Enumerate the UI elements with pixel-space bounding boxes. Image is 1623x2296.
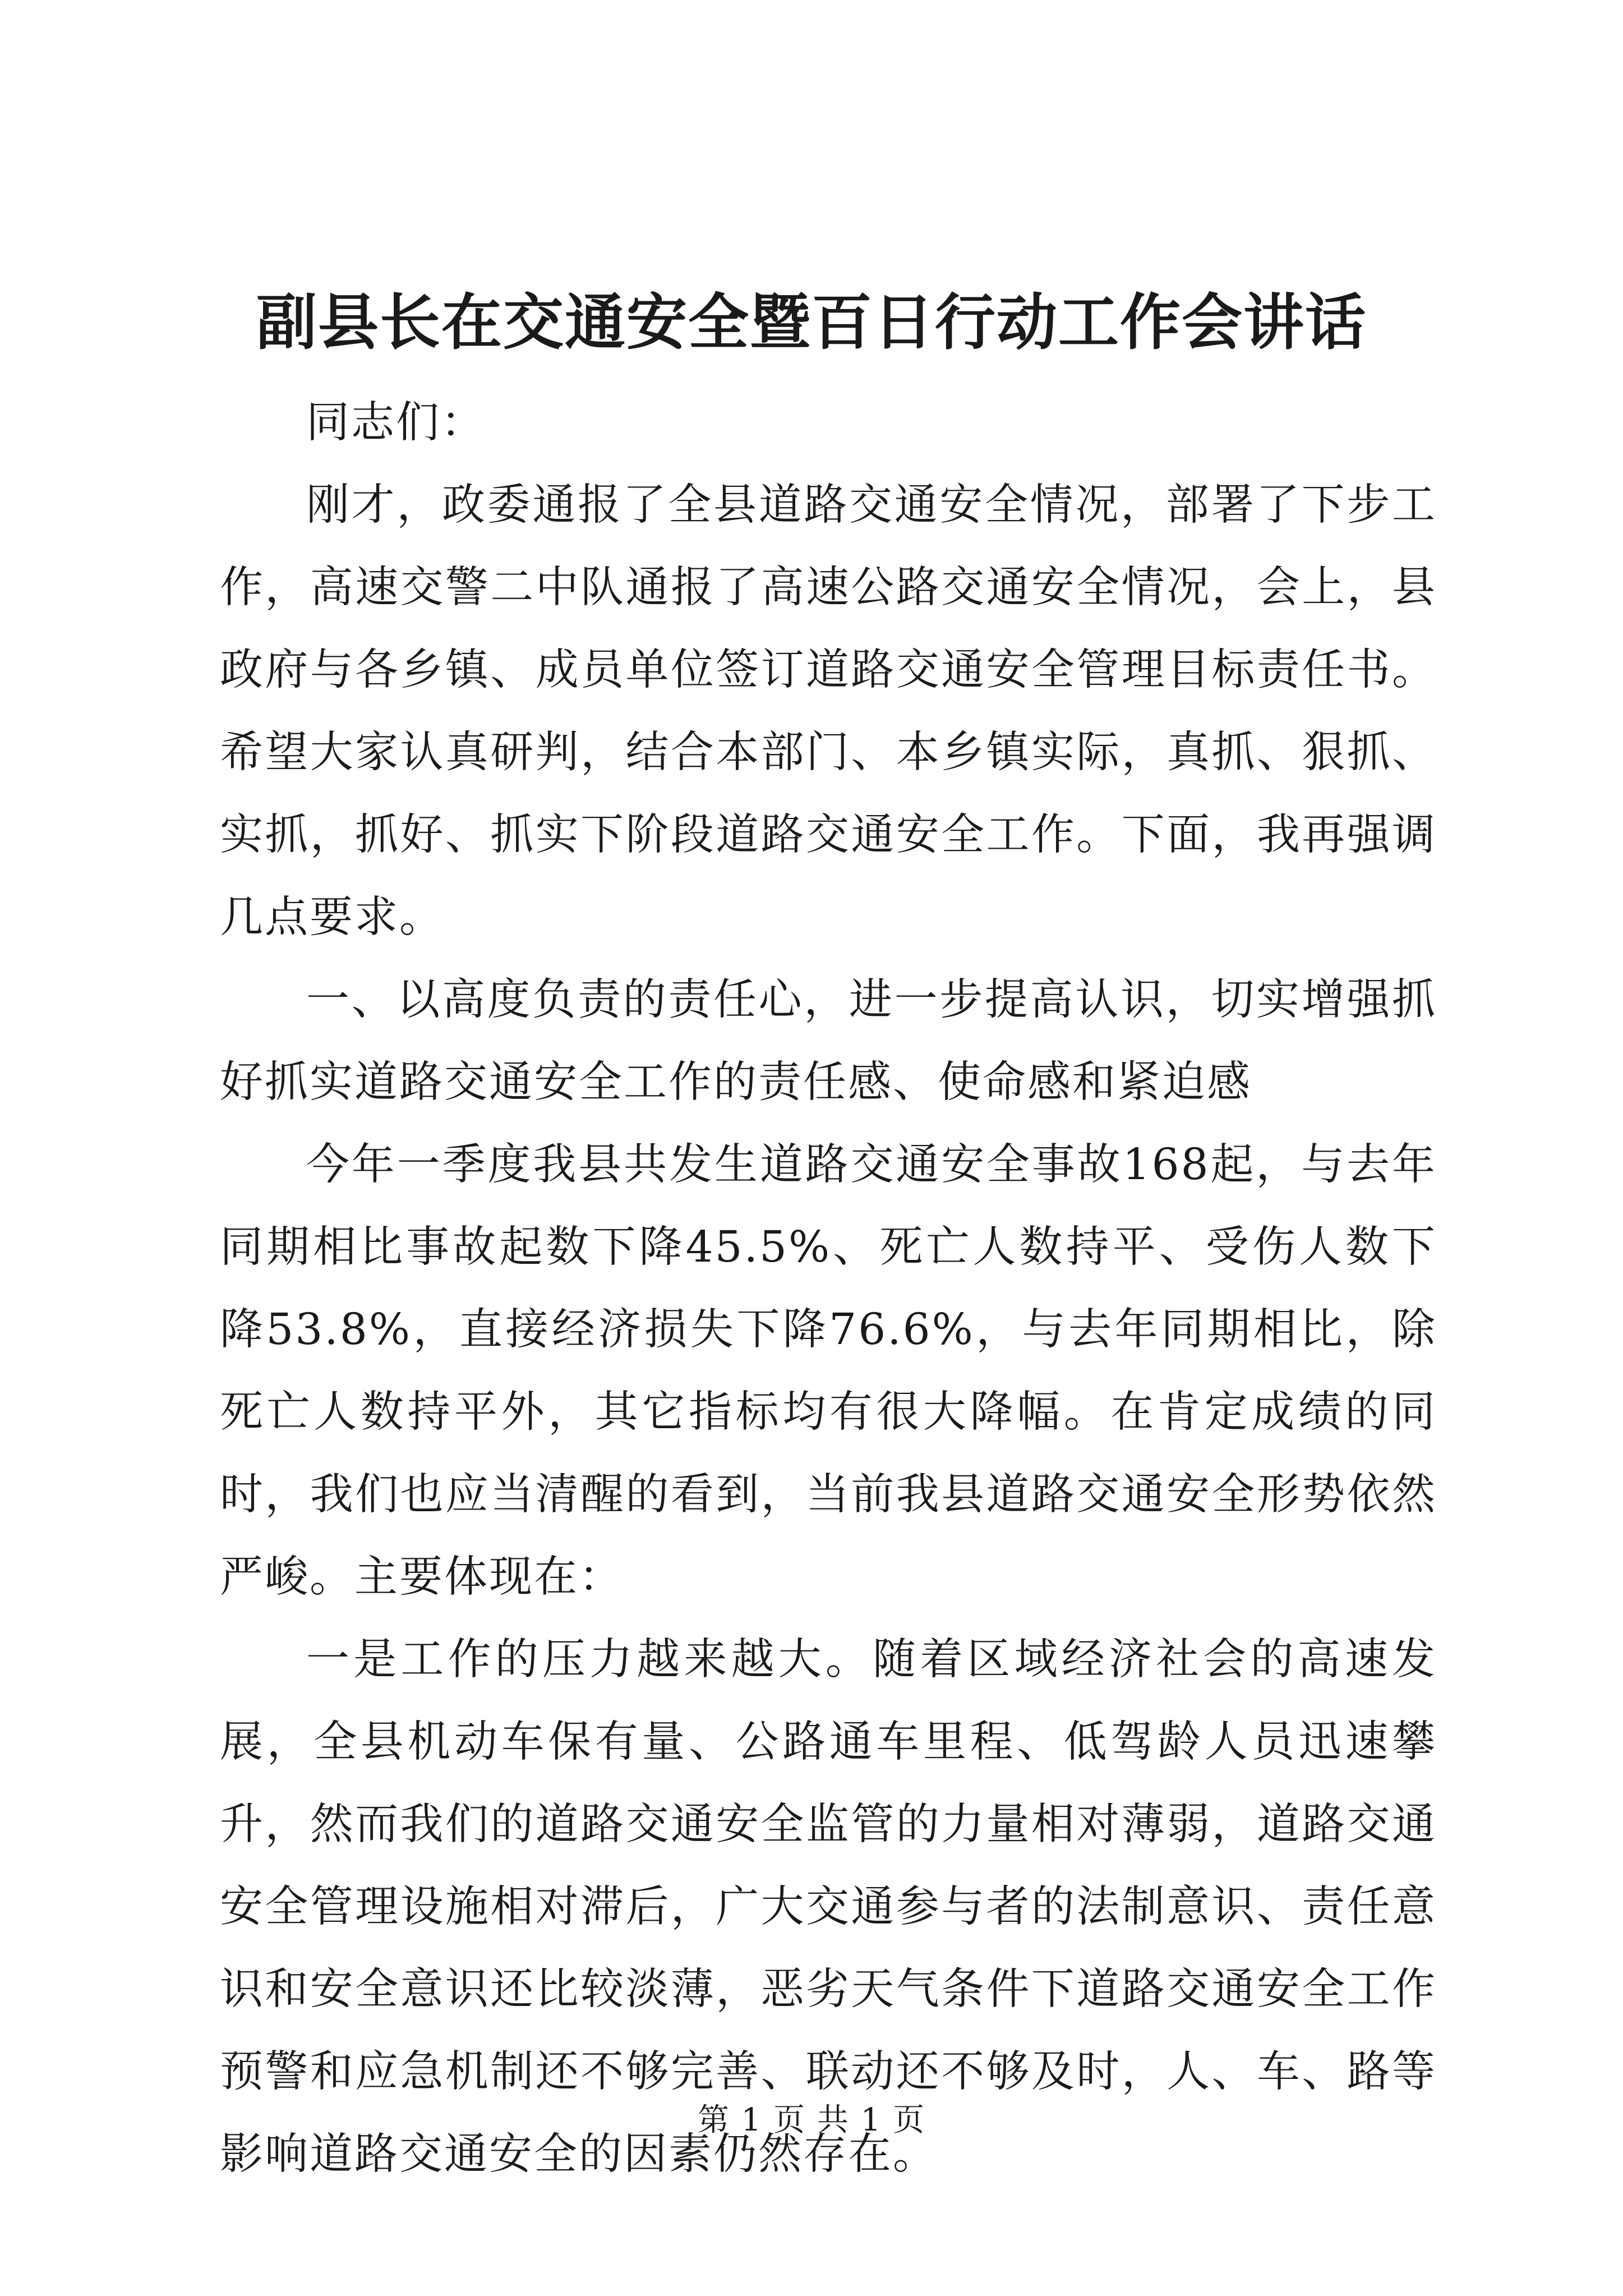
paragraph-3: 今年一季度我县共发生道路交通安全事故168起，与去年同期相比事故起数下降45.5%、死亡人数持平、受伤人数下降53.8%，直接经济损失下降76.6%，与去年同期相比，除死亡人数持平外，其它指标均有很大降幅。在肯定成绩的同时，我们也应当清醒的看到，当前我县道路交通安全形势依然严峻。主要体现在： <box>220 1140 1437 1602</box>
page-number-footer: 第 1 页 共 1 页 <box>697 2102 926 2138</box>
document-body <box>220 381 1437 2196</box>
paragraph-1: 刚才，政委通报了全县道路交通安全情况，部署了下步工作，高速交警二中队通报了高速公路交通安全情况，会上，县政府与各乡镇、成员单位签订道路交通安全管理目标责任书。希望大家认真研判，结合本部门、本乡镇实际，真抓、狠抓、实抓，抓好、抓实下阶段道路交通安全工作。下面，我再强调几点要求。 <box>220 480 1437 942</box>
document-title: 副县长在交通安全暨百日行动工作会讲话 <box>256 287 1367 358</box>
paragraph-2: 一、以高度负责的责任心，进一步提高认识，切实增强抓好抓实道路交通安全工作的责任感、使命感和紧迫感 <box>220 975 1437 1107</box>
salutation: 同志们： <box>306 398 486 448</box>
paragraph-4: 一是工作的压力越来越大。随着区域经济社会的高速发展，全县机动车保有量、公路通车里程、低驾龄人员迅速攀升，然而我们的道路交通安全监管的力量相对薄弱，道路交通安全管理设施相对滞后，广大交通参与者的法制意识、责任意识和安全意识还比较淡薄，恶劣天气条件下道路交通安全工作预警和应急机制还不够完善、联动还不够及时，人、车、路等影响道路交通安全的因素仍然存在。 <box>220 1635 1437 2179</box>
